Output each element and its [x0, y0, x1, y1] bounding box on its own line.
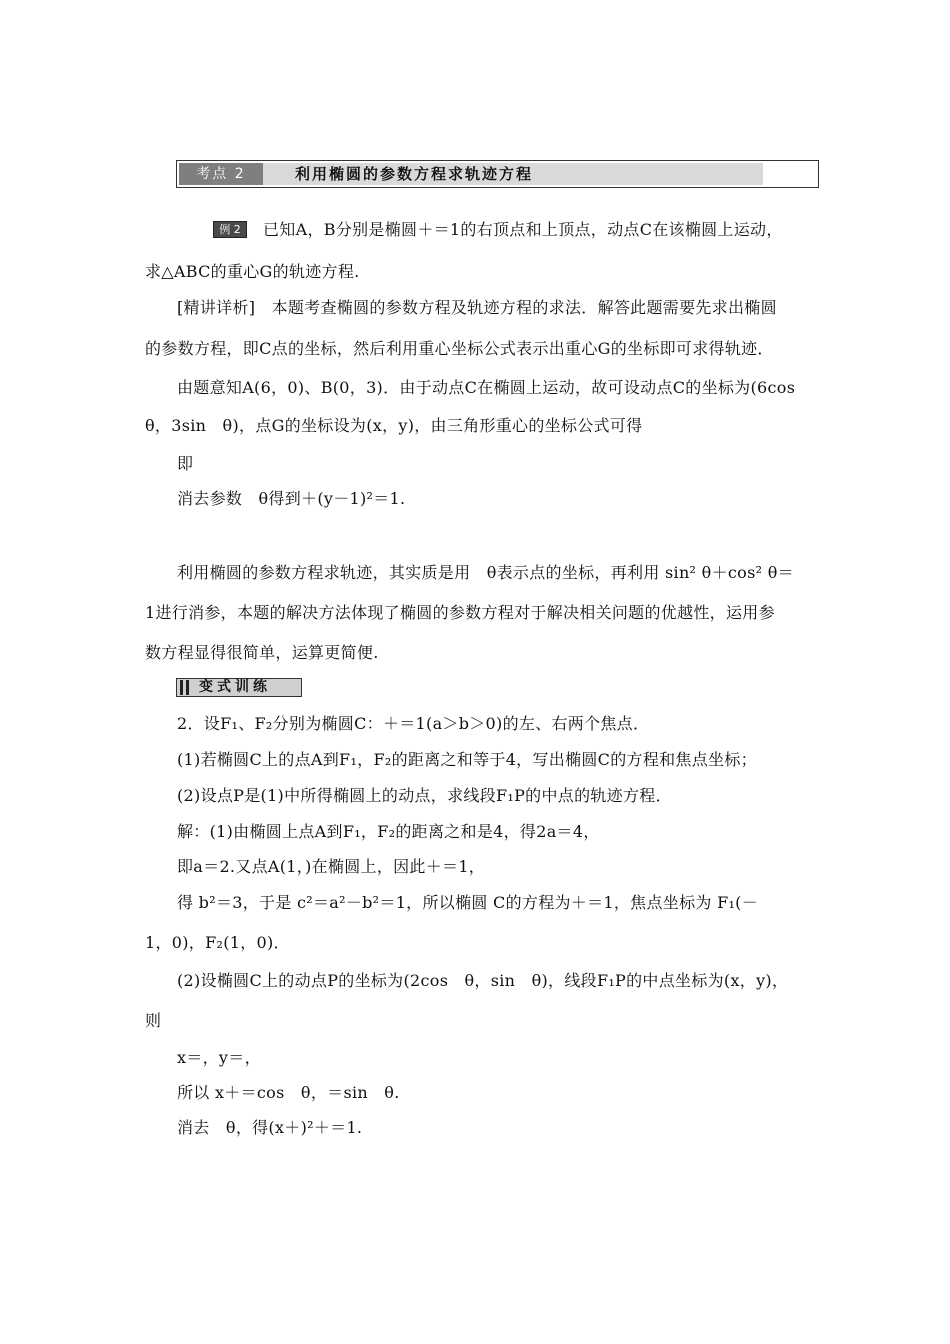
- variant-line-2: (1)若椭圆C上的点A到F₁，F₂的距离之和等于4，写出椭圆C的方程和焦点坐标；: [177, 750, 757, 769]
- variant-line-7: 1，0)，F₂(1，0)．: [145, 933, 290, 952]
- summary-line-2: 1进行消参，本题的解决方法体现了椭圆的参数方程对于解决相关问题的优越性，运用参: [145, 603, 775, 622]
- section-title: 利用椭圆的参数方程求轨迹方程: [295, 165, 534, 183]
- analysis-line-6: 消去参数 θ得到＋(y－1)²＝1.: [177, 489, 406, 508]
- variant-line-1: 2．设F₁、F₂分别为椭圆C：＋＝1(a＞b＞0)的左、右两个焦点．: [177, 714, 650, 733]
- variant-line-3: (2)设点P是(1)中所得椭圆上的动点，求线段F₁P的中点的轨迹方程．: [177, 786, 672, 805]
- summary-line-3: 数方程显得很简单，运算更简便.: [145, 643, 379, 662]
- variant-line-8: (2)设椭圆C上的动点P的坐标为(2cos θ，sin θ)，线段F₁P的中点坐标为(x，y)，: [177, 971, 789, 990]
- section-tag: 考点 2: [179, 163, 263, 185]
- variant-stripe-2: [186, 680, 189, 695]
- example-line-1: 已知A，B分别是椭圆＋＝1的右顶点和上顶点，动点C在该椭圆上运动，: [263, 220, 783, 239]
- variant-line-4: 解：(1)由椭圆上点A到F₁，F₂的距离之和是4，得2a＝4，: [177, 822, 600, 841]
- variant-stripe-1: [180, 680, 183, 695]
- summary-line-1: 利用椭圆的参数方程求轨迹，其实质是用 θ表示点的坐标，再利用 sin² θ＋cos² θ＝: [177, 563, 794, 582]
- variant-line-11: 所以 x＋＝cos θ，＝sin θ.: [177, 1083, 400, 1102]
- variant-line-6: 得 b²＝3，于是 c²＝a²－b²＝1，所以椭圆 C的方程为＋＝1，焦点坐标为 F₁(－: [177, 893, 759, 912]
- variant-line-10: x＝，y＝，: [177, 1048, 261, 1067]
- variant-line-5: 即a＝2.又点A(1，)在椭圆上，因此＋＝1，: [177, 857, 486, 876]
- variant-training-header: [176, 678, 302, 697]
- example-badge: 例 2: [213, 221, 247, 238]
- analysis-line-5: 即: [177, 454, 194, 473]
- analysis-line-2: 的参数方程，即C点的坐标，然后利用重心坐标公式表示出重心G的坐标即可求得轨迹．: [145, 339, 774, 358]
- section-header: [176, 160, 819, 188]
- variant-training-label: 变式训练: [199, 679, 271, 695]
- variant-line-9: 则: [145, 1011, 162, 1030]
- analysis-line-3: 由题意知A(6，0)、B(0，3)．由于动点C在椭圆上运动，故可设动点C的坐标为(6cos: [177, 378, 796, 397]
- analysis-line-1: [精讲详析] 本题考查椭圆的参数方程及轨迹方程的求法．解答此题需要先求出椭圆: [177, 298, 777, 317]
- analysis-line-4: θ，3sin θ)，点G的坐标设为(x，y)，由三角形重心的坐标公式可得: [145, 416, 643, 435]
- variant-line-12: 消去 θ，得(x＋)²＋＝1.: [177, 1118, 363, 1137]
- example-line-2: 求△ABC的重心G的轨迹方程.: [145, 262, 360, 281]
